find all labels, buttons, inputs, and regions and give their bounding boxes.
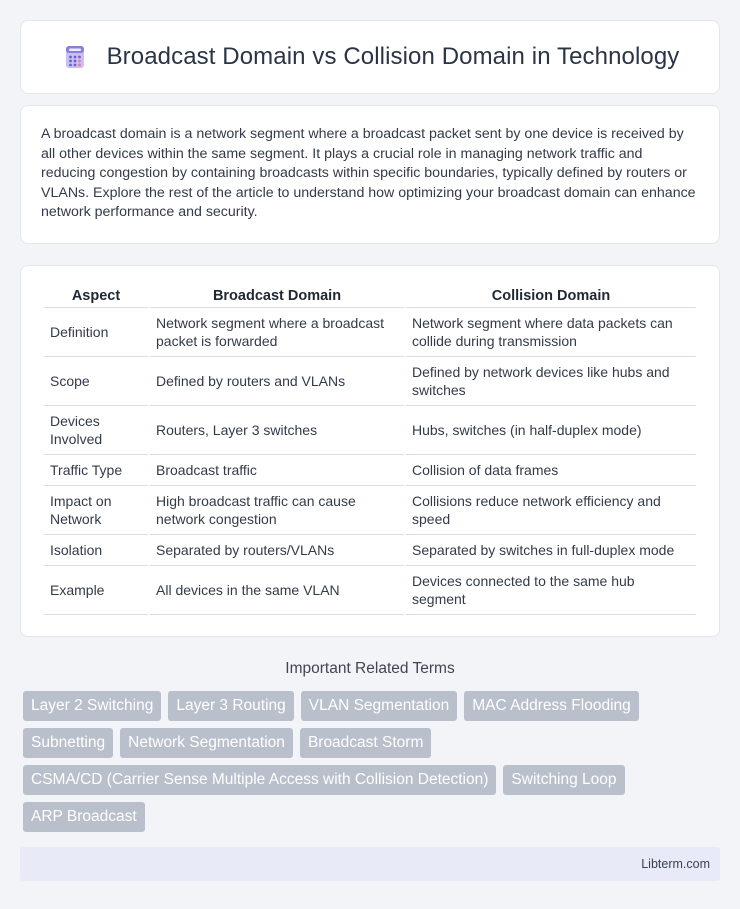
related-term-tag[interactable]: CSMA/CD (Carrier Sense Multiple Access with Collision Detection) bbox=[23, 765, 496, 795]
footer-site-link[interactable]: Libterm.com bbox=[641, 856, 710, 871]
table-row bbox=[44, 357, 696, 406]
table-cell: Collision of data frames bbox=[406, 455, 696, 486]
related-terms-heading: Important Related Terms bbox=[285, 659, 455, 677]
table-cell-aspect: Traffic Type bbox=[44, 455, 148, 486]
table-cell: Network segment where a broadcast packet is forwarded bbox=[150, 308, 404, 357]
table-cell-aspect: Devices Involved bbox=[44, 406, 148, 455]
header-collision-domain: Collision Domain bbox=[406, 286, 696, 308]
table-cell: Separated by switches in full-duplex mode bbox=[406, 535, 696, 566]
table-cell: Network segment where data packets can collide during transmission bbox=[406, 308, 696, 357]
table-header-row bbox=[44, 286, 696, 308]
table-cell-aspect: Isolation bbox=[44, 535, 148, 566]
page-title: Broadcast Domain vs Collision Domain in Technology bbox=[106, 43, 680, 70]
table-row bbox=[44, 566, 696, 615]
table-row bbox=[44, 406, 696, 455]
related-term-tag[interactable]: Subnetting bbox=[23, 728, 113, 758]
related-term-tag[interactable]: Broadcast Storm bbox=[300, 728, 431, 758]
related-term-tag[interactable]: Network Segmentation bbox=[120, 728, 293, 758]
related-term-tag[interactable]: ARP Broadcast bbox=[23, 802, 145, 832]
header-broadcast-domain: Broadcast Domain bbox=[150, 286, 404, 308]
table-cell: All devices in the same VLAN bbox=[150, 566, 404, 615]
related-term-tag[interactable]: Layer 3 Routing bbox=[168, 691, 293, 721]
table-cell: Defined by network devices like hubs and switches bbox=[406, 357, 696, 406]
table-cell: Devices connected to the same hub segment bbox=[406, 566, 696, 615]
related-term-tag[interactable]: Switching Loop bbox=[503, 765, 624, 795]
table-row bbox=[44, 308, 696, 357]
table-cell: Hubs, switches (in half-duplex mode) bbox=[406, 406, 696, 455]
comparison-table-card bbox=[20, 265, 720, 637]
table-cell: Defined by routers and VLANs bbox=[150, 357, 404, 406]
table-cell: Collisions reduce network efficiency and speed bbox=[406, 486, 696, 535]
table-cell-aspect: Example bbox=[44, 566, 148, 615]
table-cell-aspect: Definition bbox=[44, 308, 148, 357]
title-card bbox=[20, 20, 720, 94]
table-row bbox=[44, 486, 696, 535]
calculator-icon bbox=[61, 43, 89, 71]
table-row bbox=[44, 535, 696, 566]
table-cell-aspect: Impact on Network bbox=[44, 486, 148, 535]
related-term-tag[interactable]: VLAN Segmentation bbox=[301, 691, 457, 721]
table-cell: High broadcast traffic can cause network congestion bbox=[150, 486, 404, 535]
table-cell: Routers, Layer 3 switches bbox=[150, 406, 404, 455]
comparison-table bbox=[42, 286, 698, 615]
related-term-tag[interactable]: Layer 2 Switching bbox=[23, 691, 161, 721]
related-term-tag[interactable]: MAC Address Flooding bbox=[464, 691, 639, 721]
table-cell: Broadcast traffic bbox=[150, 455, 404, 486]
table-cell: Separated by routers/VLANs bbox=[150, 535, 404, 566]
footer bbox=[20, 847, 720, 881]
intro-paragraph: A broadcast domain is a network segment where a broadcast packet sent by one device is received by all other devices within the same segment. It plays a crucial role in managing network traffic and reducing congestion by containing broadcasts within specific boundaries, typically defined by routers or VLANs. Explore the rest of the article to understand how optimizing your broadcast domain can enhance network performance and security. bbox=[41, 126, 696, 221]
related-terms-list bbox=[20, 691, 710, 832]
table-row bbox=[44, 455, 696, 486]
header-aspect: Aspect bbox=[44, 286, 148, 308]
table-cell-aspect: Scope bbox=[44, 357, 148, 406]
intro-card bbox=[20, 105, 720, 244]
